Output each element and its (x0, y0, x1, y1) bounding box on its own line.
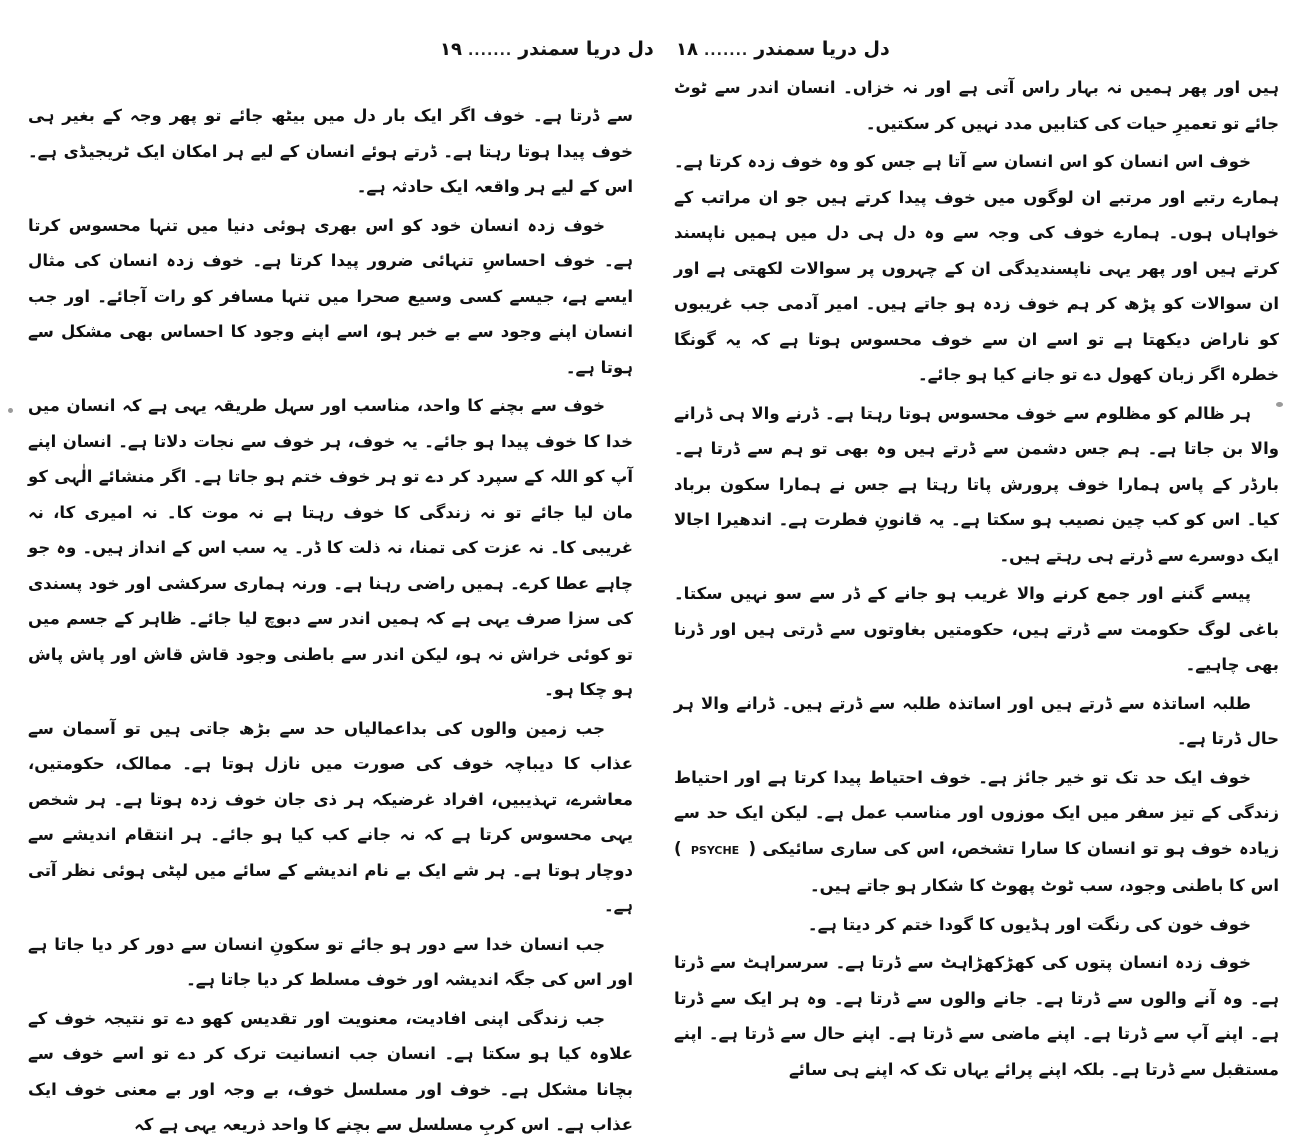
paragraph: سے ڈرتا ہے۔ خوف اگر ایک بار دل میں بیٹھ جائے تو پھر وجہ کے بغیر ہی خوف پیدا ہوتا رہتا ہے۔ ڈرتے ہوئے انسان کے لیے ہر امکان ایک ٹریجیڈی ہے۔ اس کے لیے ہر واقعہ ایک حادثہ ہے۔ (28, 106, 633, 196)
scan-speck (8, 408, 13, 413)
page-body (28, 98, 633, 1146)
paragraph: خوف زدہ انسان خود کو اس بھری ہوئی دنیا میں تنہا محسوس کرتا ہے۔ خوف احساسِ تنہائی ضرور پیدا کرتا ہے۔ خوف زدہ انسان کی مثال ایسے ہے، جیسے کسی وسیع صحرا میں تنہا مسافر کو رات آجائے۔ اور جب انسان اپنے وجود سے بے خبر ہو، اسے اپنے وجود کا احساس بھی مشکل سے ہوتا ہے۔ (28, 215, 633, 377)
page-number: ۱۸ (676, 39, 698, 60)
page-header (440, 38, 654, 60)
running-title: دل دریا سمندر (754, 38, 890, 60)
header-dots: ....... (703, 43, 749, 59)
page-number: ۱۹ (440, 39, 462, 60)
paragraph: طلبہ اساتذہ سے ڈرتے ہیں اور اساتذہ طلبہ سے ڈرتے ہیں۔ ڈرانے والا ہر حال ڈرتا ہے۔ (674, 693, 1279, 748)
paragraph: ہر ظالم کو مظلوم سے خوف محسوس ہوتا رہتا ہے۔ ڈرنے والا ہی ڈرانے والا بن جاتا ہے۔ ہم جس دشمن سے ڈرتے ہیں وہ بھی تو ہم سے ڈرتا ہے۔ بارڈر کے پاس ہمارا خوف پرورش پاتا رہتا ہے جس نے ہمارا سکون برباد کیا۔ اس کو کب چین نصیب ہو سکتا ہے۔ یہ قانونِ فطرت ہے۔ اندھیرا اجالا ایک دوسرے سے ڈرتے ہی رہتے ہیں۔ (674, 403, 1279, 565)
english-term: PSYCHE (690, 843, 740, 857)
paragraph: پیسے گننے اور جمع کرنے والا غریب ہو جانے کے ڈر سے سو نہیں سکتا۔ باغی لوگ حکومت سے ڈرتے ہیں، حکومتیں بغاوتوں سے ڈرتی ہیں اور ڈرنا بھی چاہیے۔ (674, 584, 1279, 674)
right-page (648, 0, 1295, 1080)
paragraph: جب زندگی اپنی افادیت، معنویت اور تقدیس کھو دے تو نتیجہ خوف کے علاوہ کیا ہو سکتا ہے۔ انسان جب انسانیت ترک کر دے تو اسے خوف سے بچانا مشکل ہے۔ خوف اور مسلسل خوف، بے وجہ اور بے معنی خوف ایک عذاب ہے۔ اس کربِ مسلسل سے بچنے کا واحد ذریعہ یہی ہے کہ (28, 1008, 633, 1134)
paragraph: خوف خون کی رنگت اور ہڈیوں کا گودا ختم کر دیتا ہے۔ (807, 914, 1251, 934)
paragraph: خوف زدہ انسان پتوں کی کھڑکھڑاہٹ سے ڈرتا ہے۔ سرسراہٹ سے ڈرتا ہے۔ وہ آنے والوں سے ڈرتا ہے۔ جانے والوں سے ڈرتا ہے۔ وہ ہر ایک سے ڈرتا ہے۔ اپنے آپ سے ڈرتا ہے۔ اپنے ماضی سے ڈرتا ہے۔ اپنے حال سے ڈرتا ہے۔ اپنے مستقبل سے ڈرتا ہے۔ بلکہ اپنے پرائے یہاں تک کہ اپنے ہی سائے (674, 953, 1279, 1079)
paragraph: جب انسان خدا سے دور ہو جائے تو سکونِ انسان سے دور کر دیا جاتا ہے اور اس کی جگہ اندیشہ اور خوف مسلط کر دیا جاتا ہے۔ (28, 934, 633, 989)
left-page (0, 0, 654, 1134)
page-body (674, 70, 1279, 1090)
header-dots: ....... (467, 43, 513, 59)
paragraph-with-english-term: خوف ایک حد تک تو خیر جائز ہے۔ خوف احتیاط پیدا کرتا ہے اور احتیاط زندگی کے تیز سفر میں ایک موزوں اور مناسب عمل ہے۔ لیکن ایک حد سے زیادہ خوف ہو تو انسان کا سارا تشخص، اس کی ساری سائیکی ( PSYCHE ) اس کا باطنی وجود، سب ٹوٹ پھوٹ کا شکار ہو جاتے ہیں۔ (674, 767, 1279, 895)
page-header (676, 38, 890, 60)
paragraph: خوف سے بچنے کا واحد، مناسب اور سہل طریقہ یہی ہے کہ انسان میں خدا کا خوف پیدا ہو جائے۔ یہ خوف، ہر خوف سے نجات دلاتا ہے۔ انسان اپنے آپ کو اللہ کے سپرد کر دے تو ہر خوف ختم ہو جاتا ہے۔ اگر منشائے الٰہی کو مان لیا جائے تو نہ زندگی کا خوف رہتا ہے نہ موت کا۔ نہ امیری کا، نہ غریبی کا۔ نہ عزت کی تمنا، نہ ذلت کا ڈر۔ یہ سب اس کے انداز ہیں۔ وہ جو چاہے عطا کرے۔ ہمیں راضی رہنا ہے۔ ورنہ ہماری سرکشی اور خود پسندی کی سزا صرف یہی ہے کہ ہمیں اندر سے دبوچ لیا جائے۔ ظاہر کے جسم میں تو کوئی خراش نہ ہو، لیکن اندر سے باطنی وجود قاش قاش اور پاش پاش ہو چکا ہو۔ (28, 396, 633, 699)
running-title: دل دریا سمندر (518, 38, 654, 60)
paragraph: ہیں اور پھر ہمیں نہ بہار راس آتی ہے اور نہ خزاں۔ انسان اندر سے ٹوٹ جائے تو تعمیرِ حیات کی کتابیں مدد نہیں کر سکتیں۔ (674, 78, 1279, 133)
scan-speck (1276, 402, 1283, 407)
paragraph: جب زمین والوں کی بداعمالیاں حد سے بڑھ جاتی ہیں تو آسمان سے عذاب کا دیباچہ خوف کی صورت میں نازل ہوتا ہے۔ ممالک، حکومتیں، معاشرے، تہذیبیں، افراد غرضیکہ ہر ذی جان خوف زدہ ہوتا ہے۔ ہر شخص یہی محسوس کرتا ہے کہ نہ جانے کب کیا ہو جائے۔ ہر انتقام اندیشے سے دوچار ہوتا ہے۔ ہر شے ایک بے نام اندیشے کے سائے میں لپٹی ہوئی نظر آتی ہے۔ (28, 718, 633, 915)
paragraph: خوف اس انسان کو اس انسان سے آتا ہے جس کو وہ خوف زدہ کرتا ہے۔ ہمارے رتبے اور مرتبے ان لوگوں میں خوف پیدا کرتے ہیں جو ان مراتب کے خواہاں ہوں۔ ہمارے خوف کی وجہ سے وہ دل ہی دل میں ہمیں ناپسند کرتے ہیں اور پھر یہی ناپسندیدگی ان کے چہروں پر سوالات لکھتی ہے اور ان سوالات کو پڑھ کر ہم خوف زدہ ہو جاتے ہیں۔ امیر آدمی جب غریبوں کو ناراض دیکھتا ہے تو اسے ان سے خوف محسوس ہوتا ہے کہ یہ گونگا خطرہ اگر زبان کھول دے تو جانے کیا ہو جائے۔ (674, 152, 1279, 384)
